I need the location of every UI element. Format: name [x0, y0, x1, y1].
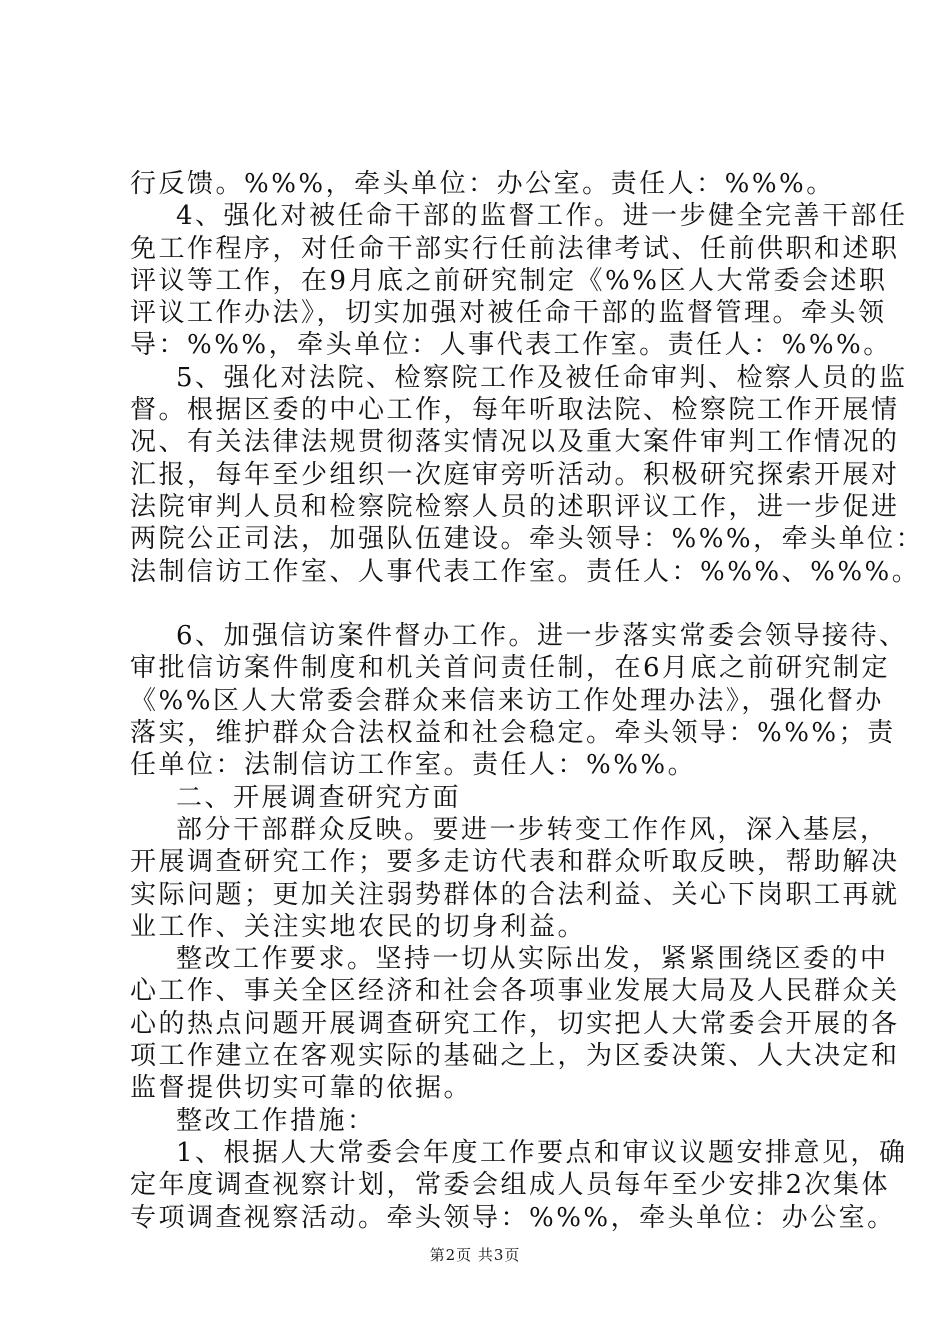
text-line: 专项调查视察活动。牵头领导：%%%，牵头单位：办公室。	[130, 1202, 896, 1233]
text-line: 心工作、事关全区经济和社会各项事业发展大局及人民群众关	[130, 976, 900, 1007]
text-line: 任单位：法制信访工作室。责任人：%%%。	[130, 750, 697, 781]
text-line: 6、加强信访案件督办工作。进一步落实常委会领导接待、	[176, 621, 908, 652]
text-line: 督。根据区委的中心工作，每年听取法院、检察院工作开展情	[130, 395, 900, 426]
text-line: 定年度调查视察计划，常委会组成人员每年至少安排2次集体	[130, 1170, 891, 1201]
text-line: 两院公正司法，加强队伍建设。牵头领导：%%%，牵头单位：	[130, 524, 925, 555]
text-line: 落实，维护群众合法权益和社会稳定。牵头领导：%%%；责	[130, 718, 896, 749]
text-line: 二、开展调查研究方面	[176, 782, 462, 813]
text-line: 评议工作办法》，切实加强对被任命干部的监督管理。牵头领	[130, 298, 887, 329]
text-line: 评议等工作，在9月底之前研究制定《%%区人大常委会述职	[130, 265, 888, 296]
text-line: 项工作建立在客观实际的基础之上，为区委决策、人大决定和	[130, 1041, 900, 1072]
text-line: 导：%%%，牵头单位：人事代表工作室。责任人：%%%。	[130, 330, 892, 361]
text-line: 实际问题；更加关注弱势群体的合法利益、关心下岗职工再就	[130, 879, 900, 910]
text-line: 4、强化对被任命干部的监督工作。进一步健全完善干部任	[176, 201, 908, 232]
document-body	[130, 168, 925, 1234]
page-footer: 第2页 共3页	[429, 1246, 521, 1264]
text-line: 监督提供切实可靠的依据。	[130, 1073, 473, 1104]
text-line: 整改工作要求。坚持一切从实际出发，紧紧围绕区委的中	[176, 944, 889, 975]
text-line: 部分干部群众反映。要进一步转变工作作风，深入基层，	[176, 814, 889, 845]
text-line: 开展调查研究工作；要多走访代表和群众听取反映，帮助解决	[130, 847, 900, 878]
text-line: 《%%区人大常委会群众来信来访工作处理办法》，强化督办	[130, 685, 884, 716]
text-line: 法院审判人员和检察院检察人员的述职评议工作，进一步促进	[130, 491, 900, 522]
text-line: 免工作程序，对任命干部实行任前法律考试、任前供职和述职	[130, 233, 900, 264]
text-line: 汇报，每年至少组织一次庭审旁听活动。积极研究探索开展对	[130, 459, 900, 490]
blank-line	[130, 588, 850, 620]
text-line: 业工作、关注实地农民的切身利益。	[130, 911, 587, 942]
text-line: 5、强化对法院、检察院工作及被任命审判、检察人员的监	[176, 362, 908, 393]
text-line: 法制信访工作室、人事代表工作室。责任人：%%%、%%%。	[130, 556, 921, 587]
text-line: 1、根据人大常委会年度工作要点和审议议题安排意见，确	[176, 1137, 908, 1168]
text-line: 心的热点问题开展调查研究工作，切实把人大常委会开展的各	[130, 1008, 900, 1039]
text-line: 审批信访案件制度和机关首问责任制，在6月底之前研究制定	[130, 653, 891, 684]
text-line: 行反馈。%%%，牵头单位：办公室。责任人：%%%。	[130, 169, 835, 199]
text-line: 整改工作措施：	[176, 1105, 376, 1136]
text-line: 况、有关法律法规贯彻落实情况以及重大案件审判工作情况的	[130, 427, 900, 458]
